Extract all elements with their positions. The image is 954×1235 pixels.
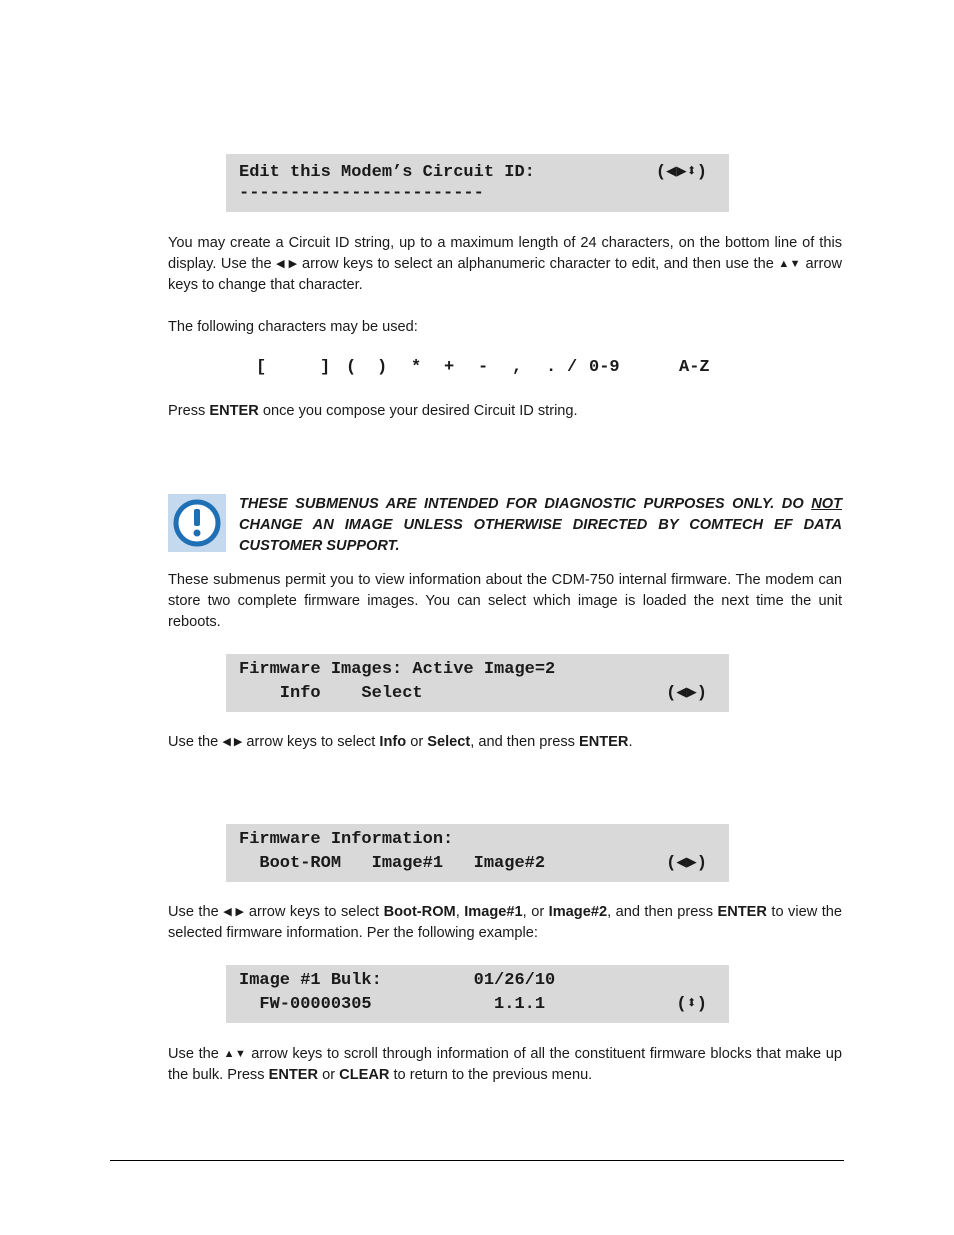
lcd-image-bulk [226, 965, 729, 1023]
lcd-nav-arrows: (◀▶) [666, 854, 707, 873]
lcd-nav-arrows: (◀▶) [666, 684, 707, 703]
left-right-arrows-icon: ◀ ▶ [222, 736, 243, 748]
up-down-arrows-icon: ▲▼ [778, 258, 801, 270]
lcd-firmware-information [226, 824, 729, 882]
lcd-line-1: Edit this Modem’s Circuit ID: [239, 163, 535, 182]
allowed-character: A-Z [679, 358, 710, 377]
allowed-character: + [444, 358, 455, 377]
lcd-line-2: Boot-ROM Image#1 Image#2 [239, 854, 546, 873]
paragraph-use-info-select: Use the ◀ ▶ arrow keys to select Info or Select, and then press ENTER. [168, 734, 633, 750]
lcd-line-1: Image #1 Bulk: 01/26/10 [239, 971, 556, 990]
allowed-character: , [512, 358, 523, 377]
up-down-arrows-icon: ▲▼ [223, 1048, 247, 1060]
caution-icon-box [168, 494, 226, 552]
allowed-character: - [478, 358, 489, 377]
allowed-characters-row [256, 358, 726, 380]
exclamation-icon [168, 494, 226, 552]
lcd-line-2: FW-00000305 1.1.1 [239, 995, 546, 1014]
allowed-character: [ [256, 358, 267, 377]
paragraph-scroll: Use the ▲▼ arrow keys to scroll through information of all the constituent firmware blocks that make up the bulk. Press ENTER or CLEAR to return to the previous menu. [168, 1046, 842, 1083]
allowed-character: * [411, 358, 422, 377]
allowed-character: / [567, 358, 578, 377]
lcd-line-2: ------------------------ [239, 184, 484, 203]
footer-rule [110, 1160, 844, 1161]
lcd-nav-arrows: (⬍) [676, 995, 707, 1014]
caution-text: THESE SUBMENUS ARE INTENDED FOR DIAGNOSTIC PURPOSES ONLY. DO NOT CHANGE AN IMAGE UNLESS OTHERWISE DIRECTED BY COMTECH EF DATA CUSTOMER SUPPORT. [239, 496, 842, 554]
lcd-line-2: Info Select [239, 684, 423, 703]
paragraph-following-chars: The following characters may be used: [168, 319, 418, 335]
allowed-character: ] [320, 358, 331, 377]
lcd-firmware-images [226, 654, 729, 712]
paragraph-use-boot-rom: Use the ◀ ▶ arrow keys to select Boot-ROM, Image#1, or Image#2, and then press ENTER to view the selected firmware information. Per the following example: [168, 904, 843, 941]
allowed-character: ( [346, 358, 357, 377]
allowed-character: 0-9 [589, 358, 620, 377]
paragraph-press-enter: Press ENTER once you compose your desired Circuit ID string. [168, 403, 578, 419]
allowed-character: . [546, 358, 557, 377]
lcd-nav-arrows: (◀▶⬍) [655, 163, 707, 182]
lcd-line-1: Firmware Information: [239, 830, 454, 849]
left-right-arrows-icon: ◀ ▶ [276, 258, 298, 270]
allowed-character: ) [377, 358, 388, 377]
lcd-line-1: Firmware Images: Active Image=2 [239, 660, 556, 679]
lcd-circuit-id [226, 154, 729, 212]
paragraph-submenus: These submenus permit you to view information about the CDM-750 internal firmware. The modem can store two complete firmware images. You can select which image is loaded the next time the unit reboots. [168, 572, 842, 630]
left-right-arrows-icon: ◀ ▶ [223, 906, 245, 918]
paragraph-circuit-id: You may create a Circuit ID string, up to a maximum length of 24 characters, on the bottom line of this display. Use the ◀ ▶ arrow keys to select an alphanumeric character to edit, and then use the ▲▼ arrow keys to change that character. [168, 235, 842, 293]
